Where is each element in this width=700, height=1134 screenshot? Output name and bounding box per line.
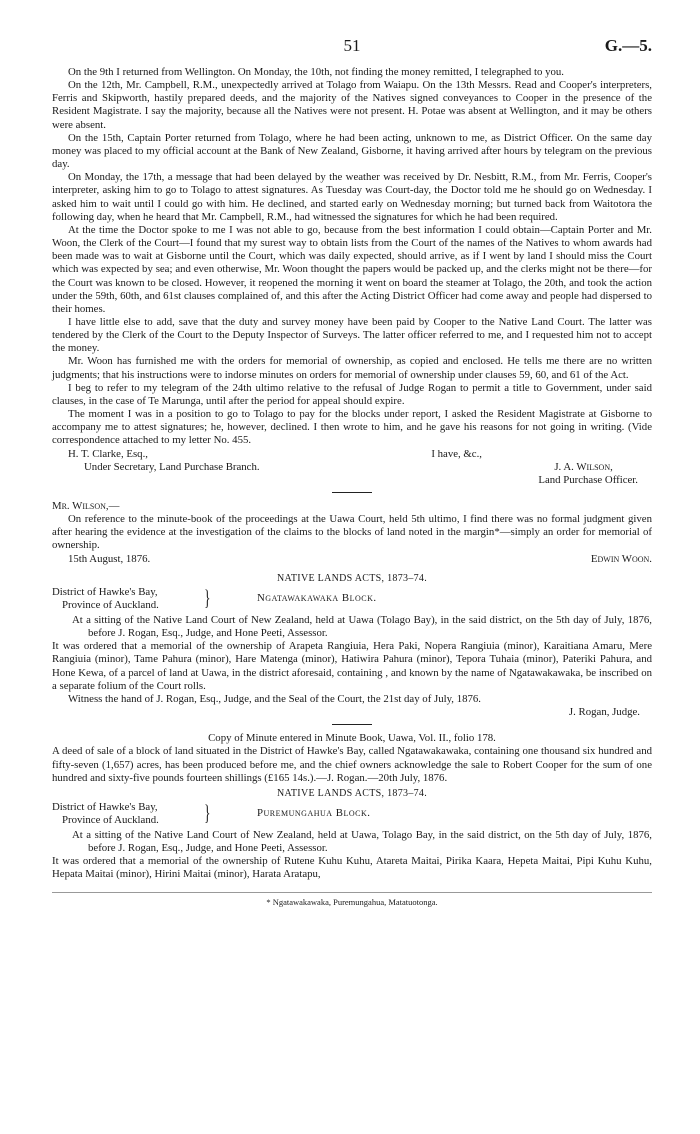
letter-paragraph: On the 12th, Mr. Campbell, R.M., unexpectedly arrived at Tolago from Waiapu. On the 13th Messrs. Read and Cooper's interpreters, Ferris and Skipworth, hastily prepared deeds, and the majority of the Natives signed conveyances to Cooper in the presence of the Resident Magistrate. I say the majority, because all the Natives were not present. H. Potae was absent at Wellington, and it may be others were absent. <box>52 79 652 131</box>
woon-date: 15th August, 1876. <box>68 552 151 565</box>
witness-text: Witness the hand of J. Rogan, Esq., Judge, and the Seal of the Court, the 21st day of July, 1876. <box>68 692 481 705</box>
province-line: Province of Auckland. <box>62 813 159 826</box>
district-line: District of Hawke's Bay, <box>52 585 158 598</box>
letter-paragraph: On the 9th I returned from Wellington. On Monday, the 10th, not finding the money remitted, I telegraphed to you. <box>68 66 564 78</box>
order-text: It was ordered that a memorial of the ownership of Rutene Kuhu Kuhu, Atareta Maitai, Pirika Kaara, Hepeta Maitai, Pipi Kuhu Kuhu, Hepata Maitai (minor), Hirini Maitai (minor), Harata Aratapu, <box>52 855 652 881</box>
signer-title: Land Purchase Officer. <box>538 473 638 486</box>
signer-name: J. A. Wilson, <box>554 460 613 473</box>
judge-signature: J. Rogan, Judge. <box>568 706 640 719</box>
acts-title: NATIVE LANDS ACTS, 1873–74. <box>276 787 428 799</box>
closing-phrase: I have, &c., <box>431 447 482 460</box>
document-page <box>52 36 652 909</box>
divider <box>332 724 372 725</box>
minute-text: A deed of sale of a block of land situated in the District of Hawke's Bay, called Ngatawakawaka, containing one thousand six hundred and fifty-seven (1,657) acres, has been produced before me, and the chief owners acknowledge the sale to Robert Cooper for the sum of one hundred and sixty-five pounds fourteen shillings (£165 14s.).—J. Rogan.—20th July, 1876. <box>52 745 652 784</box>
document-reference: G.—5. <box>604 36 652 55</box>
addressee-title: Under Secretary, Land Purchase Branch. <box>84 460 260 473</box>
province-line: Province of Auckland. <box>62 598 159 611</box>
district-line: District of Hawke's Bay, <box>52 800 158 813</box>
letter-paragraph: I beg to refer to my telegram of the 24th ultimo relative to the refusal of Judge Rogan to permit a title to Government, under said clauses, in the case of Te Marunga, until after the period for appeal should expire. <box>52 381 652 407</box>
letter-paragraph: On the 15th, Captain Porter returned from Tolago, where he had been acting, unknown to me, as District Officer. On the same day money was placed to my official account at the Bank of New Zealand, Gisborne, it having arrived after hours by telegram on the previous day. <box>52 131 652 171</box>
district-heading <box>52 801 652 829</box>
woon-signoff <box>52 553 652 566</box>
district-heading <box>52 586 652 614</box>
letter-paragraph: The moment I was in a position to go to Tolago to pay for the blocks under report, I asked the Resident Magistrate at Gisborne to accompany me to attest signatures; he, however, declined. I then wrote to him, and he gave his reasons for not going in writing. (Vide correspondence attached to my letter No. 455. <box>52 408 652 447</box>
page-number: 51 <box>343 36 361 55</box>
addressee-name: H. T. Clarke, Esq., <box>68 447 148 460</box>
sitting-text: At a sitting of the Native Land Court of New Zealand, held at Uawa, Tolago Bay, in the said district, on the 5th day of July, 1876, before J. Rogan, Esq., Judge, and Hone Peeti, Assessor. <box>72 828 652 855</box>
block-name: Puremungahua Block. <box>257 806 371 819</box>
letter-paragraph: On Monday, the 17th, a message that had been delayed by the weather was received by Dr. Nesbitt, R.M., from Mr. Ferris, Cooper's interpreter, asking him to go to Tolago to attest signatures. As Tuesday was Court-day, the Doctor told me he should go on Wednesday. I asked him to wait until I could go with him. He declined, and started early on Wednesday morning; but turned back from Waitotora the following day, when he heard that Mr. Campbell, R.M., had witnessed the signatures for which he had been required. <box>52 171 652 223</box>
woon-text: On reference to the minute-book of the proceedings at the Uawa Court, held 5th ultimo, I find there was no formal judgment given after hearing the evidence at the investigation of the claims to the blocks of land noted in the margin*—simply an order for memorial of ownership. <box>52 513 652 552</box>
page-header <box>52 36 652 58</box>
letter-paragraph: At the time the Doctor spoke to me I was not able to go, because from the best information I could obtain—Captain Porter and Mr. Woon, the Clerk of the Court—I found that my surest way to obtain lists from the Court of the names of the Natives to whom awards had been made was to wait at Gisborne until the Court, which was daily expected, should arrive, as if I went by land I should miss the Court which was expected by sea; and even otherwise, Mr. Woon thought the papers would be packed up, and the clerks might not be there—for the Court was known to be closed. However, it reopened the morning it went on board the steamer at Tolago, the 20th, and took the action under the 59th, 60th, and 61st clauses complained of, and this after the Acting District Officer had come away and people had dispersed to their homes. <box>52 223 652 315</box>
letter-paragraph: I have little else to add, save that the duty and survey money have been paid by Cooper to the Native Land Court. The latter was tendered by the Clerk of the Court to the Deputy Inspector of Surveys. The latter officer referred to me, and I requested him not to accept the money. <box>52 315 652 355</box>
divider <box>332 492 372 493</box>
woon-signer: Edwin Woon. <box>590 552 652 565</box>
acts-title: NATIVE LANDS ACTS, 1873–74. <box>276 572 428 584</box>
minute-heading: Copy of Minute entered in Minute Book, Uawa, Vol. II., folio 178. <box>208 732 496 745</box>
sitting-text: At a sitting of the Native Land Court of New Zealand, held at Uawa (Tolago Bay), in the said district, on the 5th day of July, 1876, before J. Rogan, Esq., Judge, and Hone Peeti, Assessor. <box>72 613 652 640</box>
brace-glyph: } <box>204 799 211 825</box>
brace-glyph: } <box>204 584 211 610</box>
block-name: Ngatawakawaka Block. <box>257 591 377 604</box>
page-body <box>52 66 652 909</box>
footnote: * Ngatawakawaka, Puremungahua, Matatuotonga. <box>52 892 652 909</box>
letter-signoff <box>52 448 652 461</box>
order-text: It was ordered that a memorial of the ownership of Arapeta Rangiuia, Hera Paki, Nopera Rangiuia (minor), Karaitiana Amaru, Mere Rangiuia (minor), Tame Pahura (minor), Hare Matenga (minor), Hatiwira Pahura (minor), Tepora Tuhaia (minor), Pateriki Pahura, and Hone Kewa, of a parcel of land at Uawa, in the district aforesaid, containing , and known by the name of Ngatawakawaka, be inscribed on a separate folium of the Court rolls. <box>52 640 652 692</box>
woon-salutation: Mr. Wilson,— <box>52 500 120 512</box>
letter-paragraph: Mr. Woon has furnished me with the orders for memorial of ownership, as copied and enclosed. He tells me there are no written judgments; that his instructions were to indorse minutes on orders for memorial of ownership under clauses 59, 60, and 61 of the Act. <box>52 355 652 381</box>
letter-signatures <box>52 461 652 487</box>
